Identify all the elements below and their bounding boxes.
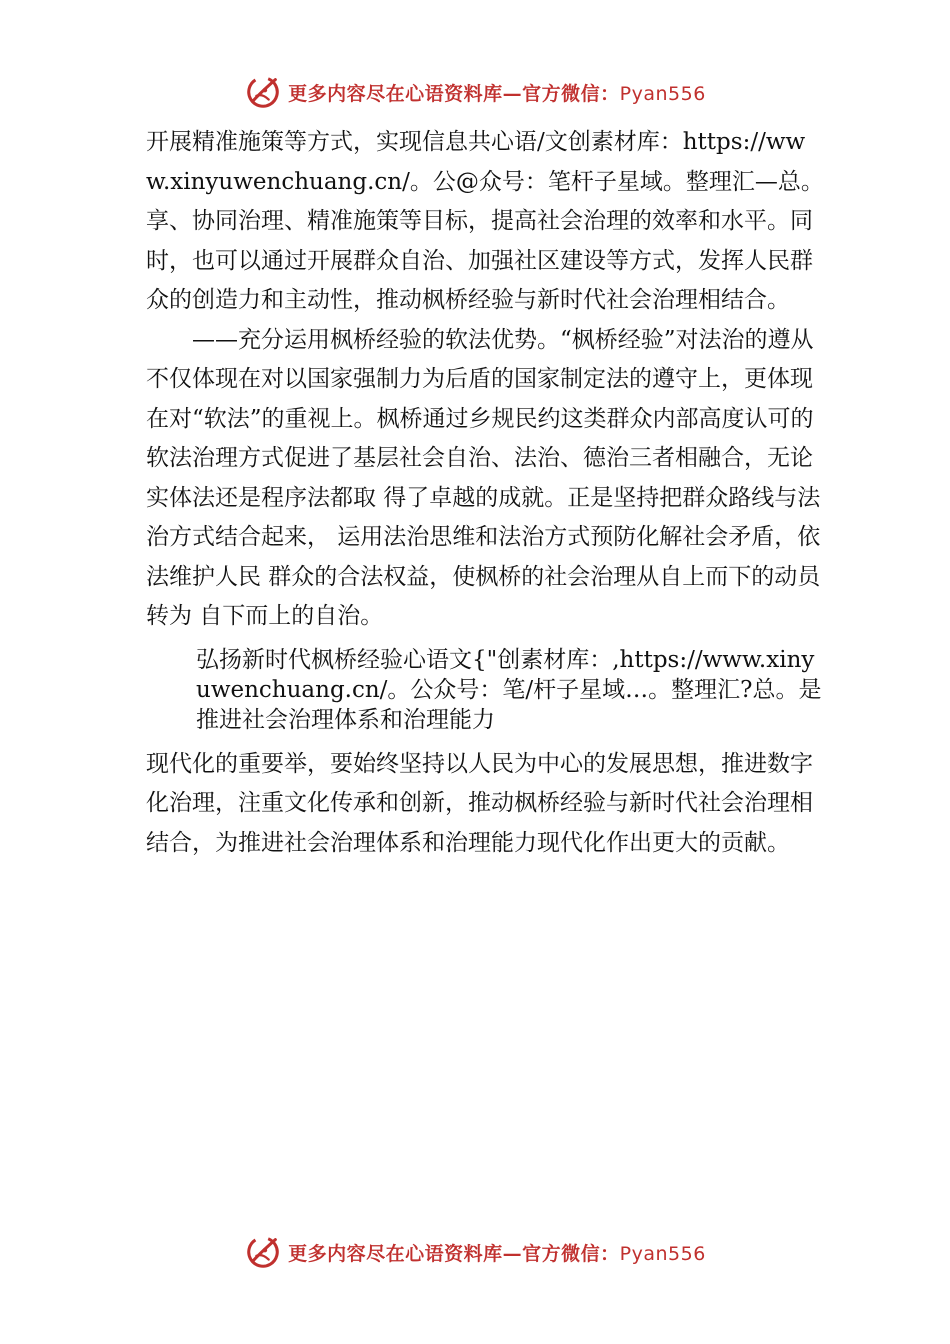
paragraph-2: ——充分运用枫桥经验的软法优势。“枫桥经验”对法治的遵从不仅体现在对以国家强制力为后盾的国家制定法的遵守上，更体现在对“软法”的重视上。枫桥通过乡规民约这类群众内部高度认可的软法治理方式促进了基层社会自治、法治、德治三者相融合，无论实体法还是程序法都取 得了卓越的成就。正是坚持把群众路线与法治方式结合起来， 运用法治思维和法治方式预防化解社会矛盾，依法维护人民 群众的合法权益，使枫桥的社会治理从自上而下的动员转为 自下而上的自治。 [146,326,821,629]
footer-banner [0,1230,950,1274]
header-banner [0,70,950,114]
ink-brush-logo-icon [244,1233,282,1271]
paragraph-1: 开展精准施策等方式，实现信息共心语/文创素材库：https://www.xinyuwenchuang.cn/。公@众号：笔杆子星域。整理汇—总。享、协同治理、精准施策等目标，提高社会治理的效率和水平。同时，也可以通过开展群众自治、加强社区建设等方式，发挥人民群众的创造力和主动性，推动枫桥经验与新时代社会治理相结合。 [146,129,824,313]
header-banner-text: 更多内容尽在心语资料库—官方微信：Pyan556 [288,82,706,105]
footer-banner-text: 更多内容尽在心语资料库—官方微信：Pyan556 [288,1242,706,1265]
paragraph-4: 现代化的重要举，要始终坚持以人民为中心的发展思想，推进数字化治理，注重文化传承和创新，推动枫桥经验与新时代社会治理相结合，为推进社会治理体系和治理能力现代化作出更大的贡献。 [146,750,813,856]
ink-brush-logo-icon [244,73,282,111]
header-wechat-id: Pyan556 [619,82,706,105]
footer-wechat-id: Pyan556 [619,1242,706,1265]
paragraph-3: 弘扬新时代枫桥经验心语文{"创素材库：,https://www.xinyuwenchuang.cn/。公众号：笔/杆子星域…。整理汇?总。是推进社会治理体系和治理能力 [196,646,822,733]
document-body [146,123,846,863]
